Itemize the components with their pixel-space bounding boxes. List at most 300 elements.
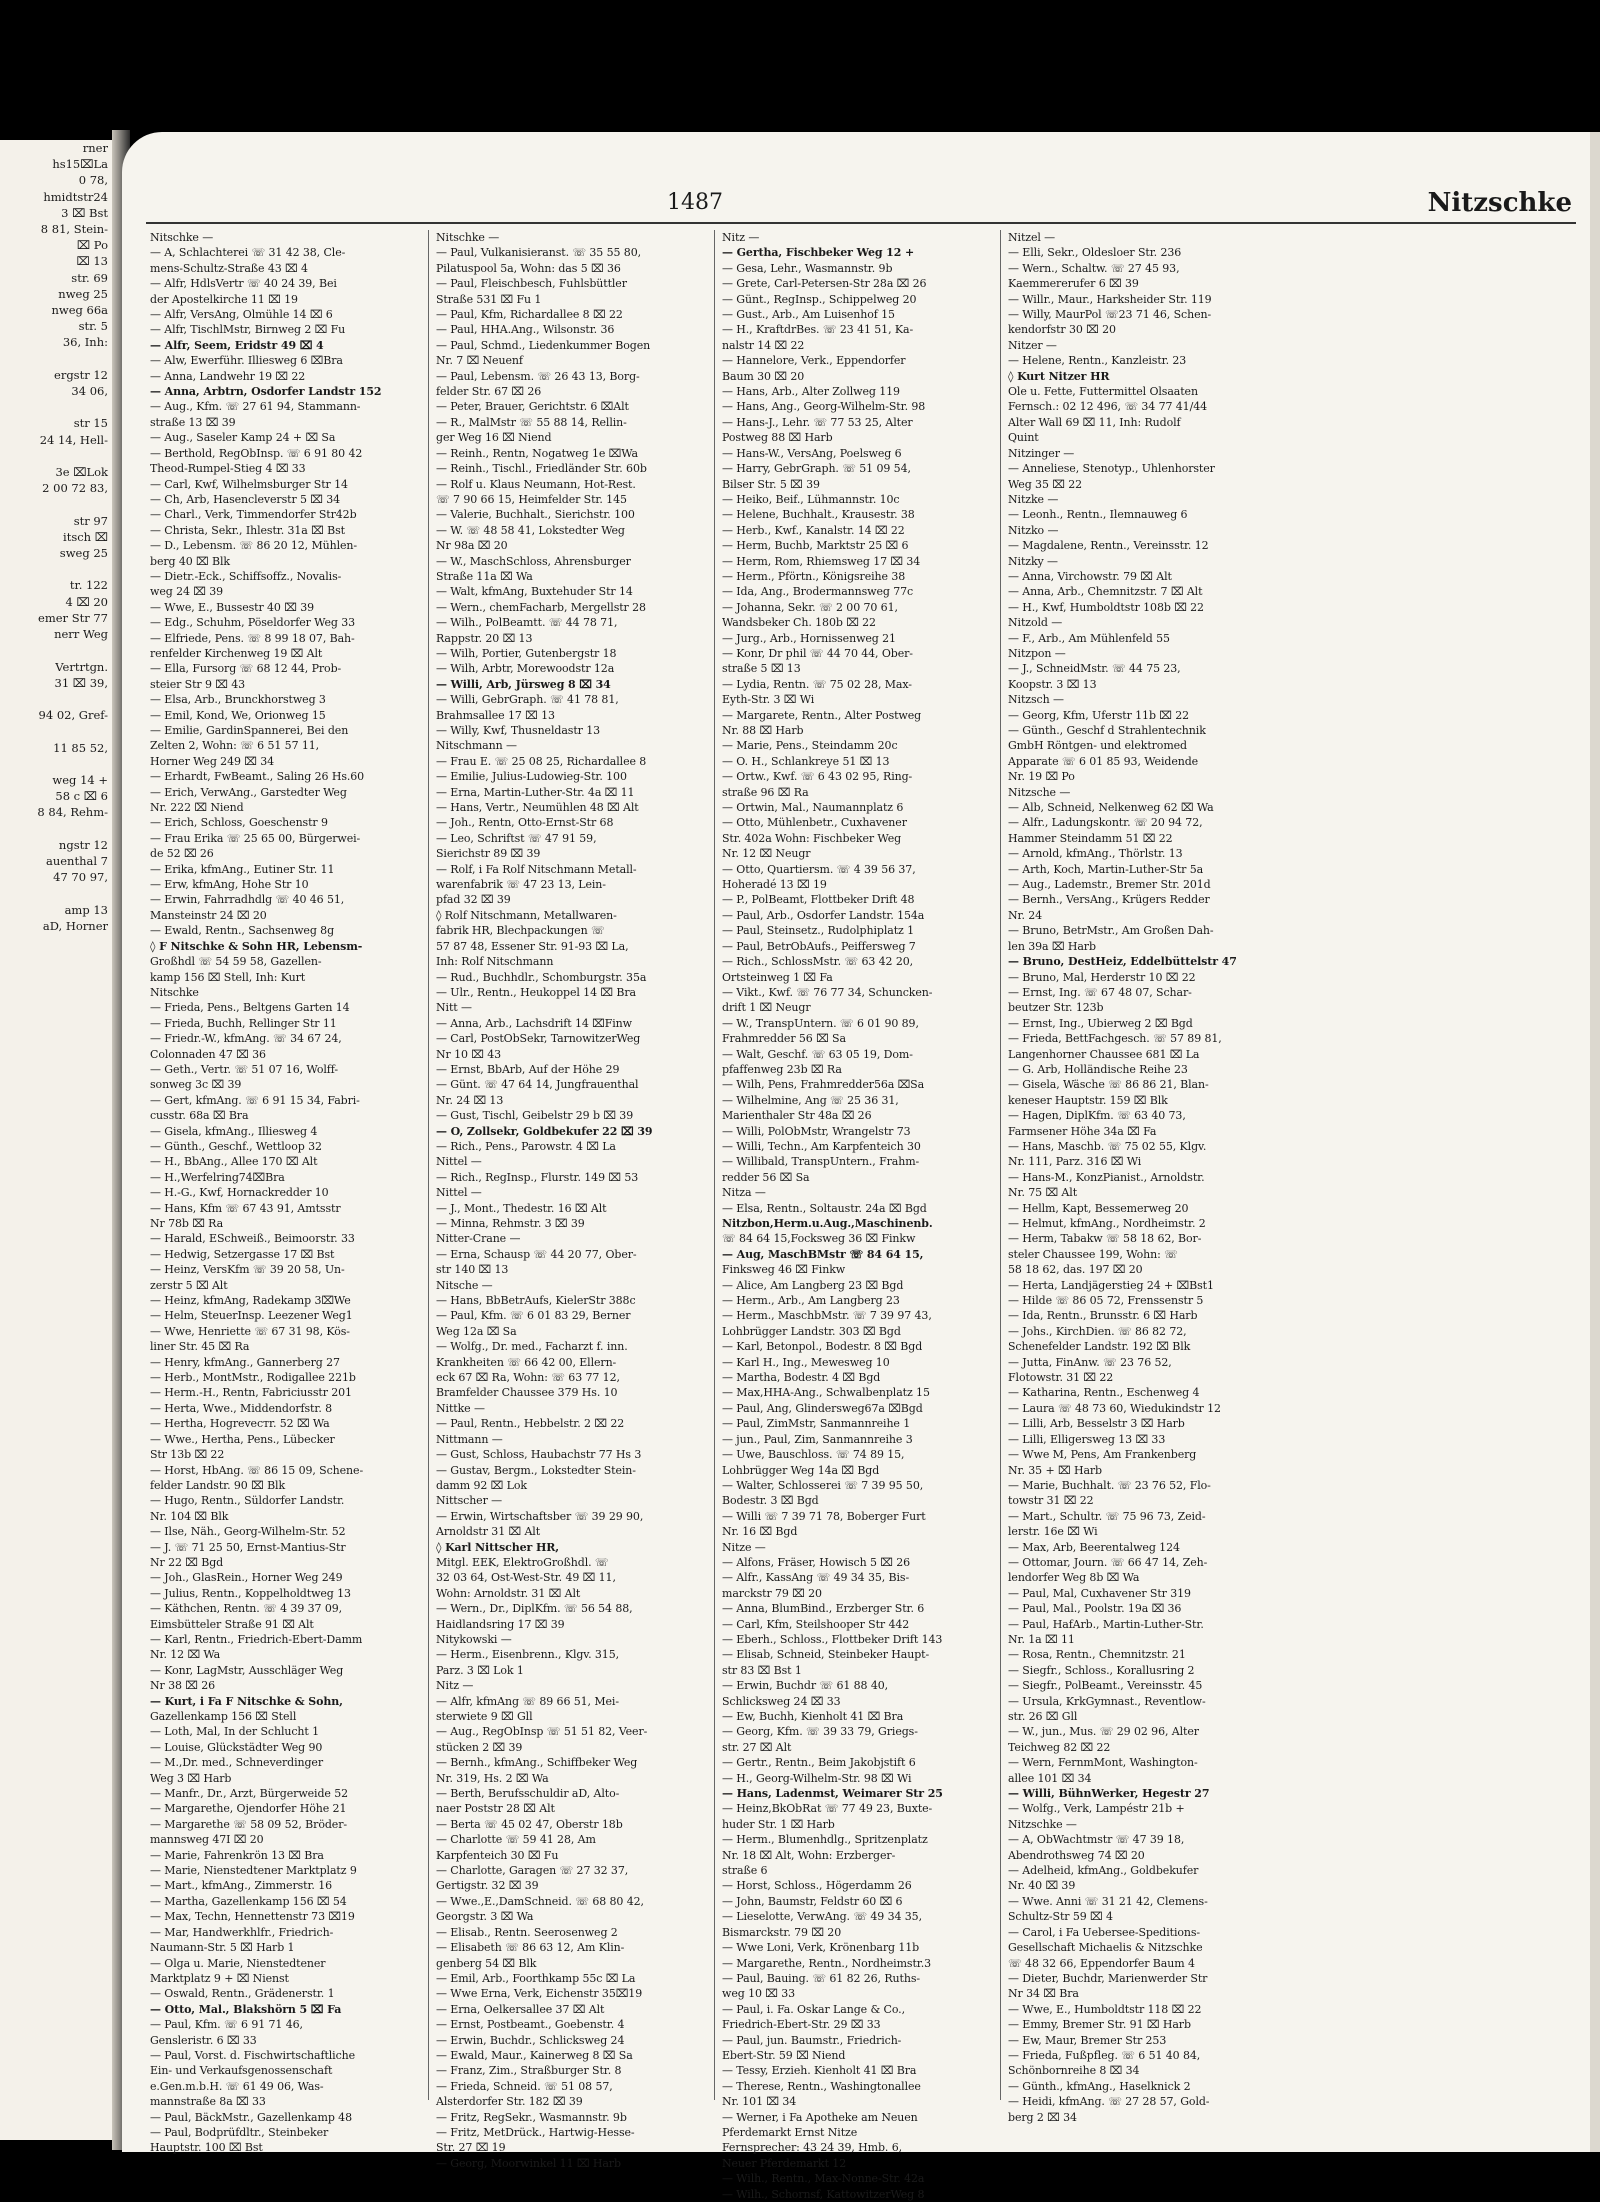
left-page-text (0, 448, 112, 464)
directory-entry-line: — Hans, Arb., Alter Zollweg 119 (722, 385, 900, 399)
directory-entry-line: Nitzbon,Herm.u.Aug.,Maschinenb. (722, 1217, 933, 1230)
directory-entry-line: Nr. 319, Hs. 2 ⌧ Wa (436, 1771, 549, 1785)
directory-entry-line: — Willy, Kwf, Thusneldastr 13 (436, 724, 600, 737)
directory-entry-line: Gazellenkamp 156 ⌧ Stell (150, 1710, 297, 1723)
directory-entry-line: — Ortw., Kwf. ☏ 6 43 02 95, Ring- (722, 770, 913, 784)
directory-entry-line: — Werner, i Fa Apotheke am Neuen (722, 2110, 918, 2124)
directory-entry-line: — Erna, Martin-Luther-Str. 4a ⌧ 11 (436, 785, 635, 799)
directory-entry-line: felder Str. 67 ⌧ 26 (436, 385, 542, 399)
directory-entry-line: Georgstr. 3 ⌧ Wa (436, 1910, 534, 1924)
directory-entry-line: Nr. 222 ⌧ Niend (150, 801, 244, 815)
directory-entry-line: — Martha, Gazellenkamp 156 ⌧ 54 (150, 1894, 347, 1908)
directory-entry-line: — Günth., Geschf d Strahlentechnik (1008, 724, 1206, 737)
directory-entry-line: — Adelheid, kfmAng., Goldbekufer (1008, 1864, 1199, 1878)
directory-entry-line: — Georg, Kfm. ☏ 39 33 79, Griegs- (722, 1725, 918, 1739)
directory-entry-line: — Wilh, Portier, Gutenbergstr 18 (436, 646, 617, 660)
left-page-text: 31 ⌧ 39, (54, 675, 108, 690)
directory-entry-line: — Johs., KirchDien. ☏ 86 82 72, (1008, 1324, 1187, 1338)
directory-entry-line: — Paul, Kfm. ☏ 6 01 83 29, Berner (436, 1309, 631, 1323)
directory-entry-line: Großhdl ☏ 54 59 58, Gazellen- (150, 955, 322, 969)
left-page-text: 0 78, (78, 173, 108, 188)
directory-entry-line: Lohbrügger Weg 14a ⌧ Bgd (722, 1463, 880, 1477)
directory-entry-line: — Marie, Nienstedtener Marktplatz 9 (150, 1864, 357, 1878)
directory-entry-line: — Emmy, Bremer Str. 91 ⌧ Harb (1008, 2018, 1191, 2032)
directory-entry-line: — Willy, MaurPol ☏23 71 46, Schen- (1008, 308, 1212, 322)
directory-entry-line: — Margarethe, Rentn., Nordheimstr.3 (722, 1956, 932, 1970)
directory-entry-line: Nitzke — (1008, 492, 1059, 506)
directory-entry-line: Nitzer — (1008, 338, 1057, 352)
directory-entry-line: — Paul, Bodprüfdltr., Steinbeker (150, 2125, 329, 2139)
directory-entry-line: Alter Wall 69 ⌧ 11, Inh: Rudolf (1008, 415, 1181, 429)
directory-entry-line: — Erwin, Buchdr., Schlicksweg 24 (436, 2033, 625, 2047)
directory-entry-line: — Grete, Carl-Petersen-Str 28a ⌧ 26 (722, 277, 927, 291)
directory-entry-line: — Oswald, Rentn., Grädenerstr. 1 (150, 1987, 335, 2001)
directory-entry-line: — Gesa, Lehr., Wasmannstr. 9b (722, 261, 893, 275)
left-page-text: 34 06, (71, 384, 108, 399)
directory-entry-line: — Elli, Sekr., Oldesloer Str. 236 (1008, 246, 1182, 260)
directory-entry-line: kamp 156 ⌧ Stell, Inh: Kurt (150, 970, 306, 984)
left-page-text: weg 14 + (52, 772, 108, 787)
directory-entry-line: — Charlotte, Garagen ☏ 27 32 37, (436, 1864, 629, 1878)
directory-entry-line: Nr. 35 + ⌧ Harb (1008, 1463, 1102, 1477)
directory-entry-line: — Hans, Ladenmst, Weimarer Str 25 (722, 1787, 943, 1801)
directory-entry-line: Nr 98a ⌧ 20 (436, 539, 508, 553)
directory-entry-line: — Gust, Schloss, Haubachstr 77 Hs 3 (436, 1448, 642, 1462)
directory-entry-line: — Paul, Schmd., Liedenkummer Bogen (436, 338, 651, 352)
directory-entry-line: Kaemmererufer 6 ⌧ 39 (1008, 277, 1139, 291)
directory-column-1 (148, 230, 424, 2155)
directory-entry-line: — Emilie, Julius-Ludowieg-Str. 100 (436, 770, 627, 784)
directory-entry-line: — Wwe, E., Humboldtstr 118 ⌧ 22 (1008, 2002, 1202, 2016)
directory-entry-line: — Heinz, VersKfm ☏ 39 20 58, Un- (150, 1263, 345, 1277)
directory-entry-line: — Emilie, GardinSpannerei, Bei den (150, 724, 349, 737)
directory-entry-line: — Günth., kfmAng., Haselknick 2 (1008, 2079, 1191, 2093)
directory-entry-line: — Henry, kfmAng., Gannerberg 27 (150, 1355, 340, 1369)
directory-entry-line: — Emil, Kond, We, Orionweg 15 (150, 708, 326, 722)
left-page-text: nerr Weg (54, 627, 108, 642)
directory-entry-line: — Anna, Arb., Lachsdrift 14 ⌧Finw (436, 1016, 632, 1030)
directory-entry-line: Arnoldstr 31 ⌧ Alt (436, 1525, 541, 1539)
directory-entry-line: Nr. 104 ⌧ Blk (150, 1509, 229, 1523)
directory-entry-line: — Frieda, Fußpfleg. ☏ 6 51 40 84, (1008, 2048, 1201, 2062)
directory-entry-line: Apparate ☏ 6 01 85 93, Weidende (1008, 754, 1199, 768)
left-page-text (0, 885, 112, 901)
directory-entry-line: — Carl, Kfm, Steilshooper Str 442 (722, 1617, 910, 1631)
directory-entry-line: — Gust., Arb., Am Luisenhof 15 (722, 308, 895, 322)
directory-entry-line: Neuer Pferdemarkt 12 (722, 2156, 847, 2170)
directory-entry-line: — Harald, ESchweiß., Beimoorstr. 33 (150, 1232, 355, 1246)
directory-entry-line: — Karl, Betonpol., Bodestr. 8 ⌧ Bgd (722, 1340, 923, 1354)
directory-entry-line: — Willi, PolObMstr, Wrangelstr 73 (722, 1124, 911, 1138)
directory-entry-line: Haidlandsring 17 ⌧ 39 (436, 1617, 565, 1631)
directory-entry-line: Nr. 12 ⌧ Neugr (722, 847, 811, 861)
left-page-text: 36, Inh: (62, 335, 108, 350)
left-page-text: ergstr 12 (54, 367, 108, 382)
directory-entry-line: — Wilh, Pens, Frahmredder56a ⌧Sa (722, 1078, 925, 1092)
directory-entry-line: — Hans, Kfm ☏ 67 43 91, Amtsstr (150, 1201, 341, 1215)
directory-entry-line: Pilatuspool 5a, Wohn: das 5 ⌧ 36 (436, 261, 621, 275)
directory-entry-line: — Elisab, Schneid, Steinbeker Haupt- (722, 1648, 930, 1662)
directory-entry-line: — Erika, kfmAng., Eutiner Str. 11 (150, 862, 335, 876)
directory-entry-line: — Wilh., PolBeamtt. ☏ 44 78 71, (436, 616, 618, 630)
directory-entry-line: — Wwe., Hertha, Pens., Lübecker (150, 1432, 335, 1446)
directory-entry-line: — Johanna, Sekr. ☏ 2 00 70 61, (722, 600, 898, 614)
directory-entry-line: sterwiete 9 ⌧ Gll (436, 1710, 533, 1723)
directory-entry-line: — Aug., Saseler Kamp 24 + ⌧ Sa (150, 431, 336, 445)
directory-entry-line: — Valerie, Buchhalt., Sierichstr. 100 (436, 508, 635, 522)
directory-entry-line: — Ernst, Postbeamt., Goebenstr. 4 (436, 2018, 625, 2032)
directory-entry-line: Schenefelder Landstr. 192 ⌧ Blk (1008, 1340, 1191, 1354)
directory-entry-line: — Karl, Rentn., Friedrich-Ebert-Damm (150, 1632, 363, 1646)
directory-entry-line: Nr 22 ⌧ Bgd (150, 1555, 224, 1569)
directory-entry-line: — Ilse, Näh., Georg-Wilhelm-Str. 52 (150, 1525, 346, 1539)
left-page-text: 24 14, Hell- (39, 432, 108, 447)
directory-entry-line: Nitzinger — (1008, 446, 1075, 460)
directory-entry-line: mens-Schultz-Straße 43 ⌧ 4 (150, 261, 308, 275)
directory-entry-line: — Anneliese, Stenotyp., Uhlenhorster (1008, 462, 1215, 476)
directory-entry-line: ◊ Kurt Nitzer HR (1008, 369, 1110, 383)
directory-entry-line: — Wern., Dr., DiplKfm. ☏ 56 54 88, (436, 1602, 633, 1616)
directory-entry-line: — J., SchneidMstr. ☏ 44 75 23, (1008, 662, 1181, 676)
directory-entry-line: — Walt, Geschf. ☏ 63 05 19, Dom- (722, 1047, 913, 1061)
directory-entry-line: — John, Baumstr, Feldstr 60 ⌧ 6 (722, 1894, 903, 1908)
directory-entry-line: mannsweg 47I ⌧ 20 (150, 1833, 264, 1847)
left-page-text (0, 399, 112, 415)
directory-entry-line: — Wwe M, Pens, Am Frankenberg (1008, 1448, 1197, 1462)
directory-entry-line: — Carol, i Fa Uebersee-Speditions- (1008, 1925, 1201, 1939)
directory-entry-line: — Harry, GebrGraph. ☏ 51 09 54, (722, 462, 911, 476)
directory-entry-line: — Gust, Tischl, Geibelstr 29 b ⌧ 39 (436, 1109, 634, 1123)
directory-column-3 (720, 230, 996, 2201)
directory-entry-line: — Julius, Rentn., Koppelholdtweg 13 (150, 1586, 351, 1600)
directory-entry-line: Nitykowski — (436, 1632, 512, 1646)
directory-entry-line: — jun., Paul, Zim, Sanmannreihe 3 (722, 1432, 913, 1446)
directory-entry-line: Eimsbütteler Straße 91 ⌧ Alt (150, 1617, 314, 1631)
directory-entry-line: weg 10 ⌧ 33 (722, 1987, 796, 2001)
directory-entry-line: — Wilh, Arbtr, Morewoodstr 12a (436, 662, 615, 676)
left-page-text: str. 5 (78, 319, 108, 334)
directory-entry-line: Str. 402a Wohn: Fischbeker Weg (722, 831, 902, 845)
directory-entry-line: — Wern., Schaltw. ☏ 27 45 93, (1008, 261, 1180, 275)
directory-entry-line: — Alfr, TischlMstr, Birnweg 2 ⌧ Fu (150, 323, 346, 337)
directory-entry-line: Nr. 1a ⌧ 11 (1008, 1632, 1075, 1646)
directory-entry-line: — Herm., Pförtn., Königsreihe 38 (722, 569, 906, 583)
directory-entry-line: — Otto, Mühlenbetr., Cuxhavener (722, 816, 907, 830)
directory-entry-line: Nittel — (436, 1186, 482, 1200)
directory-entry-line: Rappstr. 20 ⌧ 13 (436, 631, 533, 645)
directory-entry-line: — Max, Techn, Hennettenstr 73 ⌧19 (150, 1910, 355, 1924)
directory-entry-line: — Paul, Arb., Osdorfer Landstr. 154a (722, 908, 925, 922)
directory-entry-line: cusstr. 68a ⌧ Bra (150, 1109, 249, 1123)
directory-entry-line: — Wolfg., Dr. med., Facharzt f. inn. (436, 1340, 628, 1354)
directory-entry-line: Nitzpon — (1008, 646, 1066, 660)
directory-entry-line: — Willi, BühnWerker, Hegestr 27 (1008, 1787, 1210, 1801)
directory-entry-line: — Erna, Oelkersallee 37 ⌧ Alt (436, 2002, 605, 2016)
directory-entry-line: Nitzschke — (1008, 1817, 1077, 1831)
directory-entry-line: Horner Weg 249 ⌧ 34 (150, 754, 275, 768)
directory-entry-line: Karpfenteich 30 ⌧ Fu (436, 1848, 559, 1862)
directory-entry-line: ◊ F Nitschke & Sohn HR, Lebensm- (150, 939, 363, 953)
directory-entry-line: — H., BbAng., Allee 170 ⌧ Alt (150, 1155, 318, 1169)
directory-entry-line: straße 96 ⌧ Ra (722, 785, 809, 799)
directory-entry-line: Lohbrügger Landstr. 303 ⌧ Bgd (722, 1324, 901, 1338)
directory-entry-line: Mansteinstr 24 ⌧ 20 (150, 908, 267, 922)
directory-entry-line: e.Gen.m.b.H. ☏ 61 49 06, Was- (150, 2079, 324, 2093)
directory-entry-line: — Alfr., Ladungskontr. ☏ 20 94 72, (1008, 816, 1203, 830)
directory-entry-line: — Paul, ZimMstr, Sanmannreihe 1 (722, 1417, 911, 1431)
directory-entry-line: Nr. 40 ⌧ 39 (1008, 1879, 1076, 1893)
directory-entry-line: 32 03 64, Ost-West-Str. 49 ⌧ 11, (436, 1571, 616, 1585)
directory-entry-line: Nitschke — (436, 231, 500, 244)
directory-entry-line: — Otto, Quartiersm. ☏ 4 39 56 37, (722, 862, 916, 876)
directory-entry-line: — Herb., Kwf., Kanalstr. 14 ⌧ 22 (722, 523, 905, 537)
directory-entry-line: — Hilde ☏ 86 05 72, Frenssenstr 5 (1008, 1294, 1204, 1308)
left-page-text (0, 821, 112, 837)
directory-entry-line: — Anna, Arbtrn, Osdorfer Landstr 152 (150, 385, 382, 399)
directory-entry-line: — Rich., RegInsp., Flurstr. 149 ⌧ 53 (436, 1170, 639, 1184)
directory-entry-line: Ole u. Fette, Futtermittel Olsaaten (1008, 385, 1198, 399)
left-page-text (0, 691, 112, 707)
directory-entry-line: — Willi, GebrGraph. ☏ 41 78 81, (436, 693, 619, 707)
directory-entry-line: — Paul, Rentn., Hebbelstr. 2 ⌧ 22 (436, 1417, 625, 1431)
directory-entry-line: — Bruno, Mal, Herderstr 10 ⌧ 22 (1008, 970, 1196, 984)
directory-entry-line: — O, Zollsekr, Goldbekufer 22 ⌧ 39 (436, 1124, 653, 1138)
directory-entry-line: — Alfr, VersAng, Olmühle 14 ⌧ 6 (150, 308, 333, 322)
directory-entry-line: — Wwe, E., Bussestr 40 ⌧ 39 (150, 600, 314, 614)
directory-entry-line: Wohn: Arnoldstr. 31 ⌧ Alt (436, 1586, 581, 1600)
directory-entry-line: — R., MalMstr ☏ 55 88 14, Rellin- (436, 415, 627, 429)
directory-entry-line: Nr. 101 ⌧ 34 (722, 2095, 797, 2109)
left-page-text (0, 756, 112, 772)
directory-entry-line: GmbH Röntgen- und elektromed (1008, 739, 1188, 753)
directory-entry-line: — Gisela, Wäsche ☏ 86 86 21, Blan- (1008, 1078, 1209, 1092)
directory-entry-line: — Heiko, Beif., Lühmannstr. 10c (722, 492, 900, 506)
directory-entry-line: — Arnold, kfmAng., Thörlstr. 13 (1008, 847, 1183, 861)
left-page-text: auenthal 7 (45, 853, 108, 868)
directory-entry-line: — Otto, Mal., Blakshörn 5 ⌧ Fa (150, 2002, 342, 2016)
directory-entry-line: — Aug., Lademstr., Bremer Str. 201d (1008, 878, 1211, 892)
directory-entry-line: — Hans, Ang., Georg-Wilhelm-Str. 98 (722, 400, 926, 414)
directory-entry-line: — H.,Werfelring74⌧Bra (150, 1170, 285, 1184)
directory-entry-line: Abendrothsweg 74 ⌧ 20 (1008, 1848, 1145, 1862)
directory-entry-line: Schönbornreihe 8 ⌧ 34 (1008, 2064, 1140, 2078)
directory-entry-line: — Marie, Pens., Steindamm 20c (722, 739, 898, 753)
directory-entry-line: — W., jun., Mus. ☏ 29 02 96, Alter (1008, 1725, 1199, 1739)
directory-entry-line: — Herta, Wwe., Middendorfstr. 8 (150, 1401, 333, 1415)
directory-entry-line: Nr. 88 ⌧ Harb (722, 724, 804, 737)
directory-entry-line: — Herb., MontMstr., Rodigallee 221b (150, 1371, 356, 1385)
directory-entry-line: Ein- und Verkaufsgenossenschaft (150, 2064, 333, 2078)
directory-entry-line: — W., MaschSchloss, Ahrensburger (436, 554, 631, 568)
directory-entry-line: — Emil, Arb., Foorthkamp 55c ⌧ La (436, 1971, 636, 1985)
directory-entry-line: — Frieda, Schneid. ☏ 51 08 57, (436, 2079, 613, 2093)
directory-entry-line: — O. H., Schlankreye 51 ⌧ 13 (722, 754, 890, 768)
directory-entry-line: — Elisab., Rentn. Seerosenweg 2 (436, 1925, 618, 1939)
directory-entry-line: — Mart., Schultr. ☏ 75 96 73, Zeid- (1008, 1509, 1206, 1523)
directory-entry-line: — Gertr., Rentn., Beim Jakobjstift 6 (722, 1756, 916, 1770)
left-page-text: tr. 122 (69, 578, 108, 593)
directory-entry-line: — Bernh., kfmAng., Schiffbeker Weg (436, 1756, 638, 1770)
directory-entry-line: Fernsprecher: 43 24 39, Hmb. 6, (722, 2141, 902, 2155)
directory-entry-line: — Hans, Vertr., Neumühlen 48 ⌧ Alt (436, 801, 639, 815)
directory-entry-line: Str. 27 ⌧ 19 (436, 2141, 506, 2155)
directory-entry-line: Nitzsche — (1008, 785, 1071, 799)
directory-entry-line: — Charlotte ☏ 59 41 28, Am (436, 1833, 596, 1847)
directory-entry-line: — Paul, Vulkanisieranst. ☏ 35 55 80, (436, 246, 641, 260)
directory-entry-line: — Rolf u. Klaus Neumann, Hot-Rest. (436, 477, 636, 491)
directory-entry-line: — Mar, Handwerkhlfr., Friedrich- (150, 1925, 334, 1939)
directory-entry-line: Baum 30 ⌧ 20 (722, 369, 805, 383)
directory-entry-line: mannstraße 8a ⌧ 33 (150, 2095, 266, 2109)
left-page-text: 3e ⌧Lok (55, 465, 108, 480)
directory-entry-line: — Berthold, RegObInsp. ☏ 6 91 80 42 (150, 446, 363, 460)
directory-entry-line: — Ernst, BbArb, Auf der Höhe 29 (436, 1062, 620, 1076)
left-page-text: aD, Horner (42, 918, 108, 933)
directory-entry-line: — Bruno, BetrMstr., Am Großen Dah- (1008, 924, 1214, 938)
directory-entry-line: — Elisabeth ☏ 86 63 12, Am Klin- (436, 1941, 625, 1955)
directory-entry-line: — Erwin, Wirtschaftsber ☏ 39 29 90, (436, 1509, 644, 1523)
directory-entry-line: — Frau E. ☏ 25 08 25, Richardallee 8 (436, 754, 647, 768)
directory-entry-line: — H., Kwf, Humboldtstr 108b ⌧ 22 (1008, 600, 1204, 614)
directory-column-2 (434, 230, 710, 2170)
directory-entry-line: naer Poststr 28 ⌧ Alt (436, 1802, 555, 1816)
directory-entry-line: — Helmut, kfmAng., Nordheimstr. 2 (1008, 1217, 1206, 1230)
directory-entry-line: — Leo, Schriftst ☏ 47 91 59, (436, 831, 597, 845)
directory-entry-line: — Alb, Schneid, Nelkenweg 62 ⌧ Wa (1008, 801, 1214, 815)
directory-entry-line: Pferdemarkt Ernst Nitze (722, 2125, 858, 2139)
directory-entry-line: — Ernst, Ing. ☏ 67 48 07, Schar- (1008, 985, 1192, 999)
directory-entry-line: — Berta ☏ 45 02 47, Oberstr 18b (436, 1817, 623, 1831)
directory-entry-line: — A, Schlachterei ☏ 31 42 38, Cle- (150, 246, 346, 260)
directory-entry-line: Bodestr. 3 ⌧ Bgd (722, 1494, 819, 1508)
directory-entry-line: — Frieda, Buchh, Rellinger Str 11 (150, 1016, 337, 1030)
directory-entry-line: Nr. 111, Parz. 316 ⌧ Wi (1008, 1155, 1142, 1169)
left-page-text: Vertrtgn. (55, 659, 108, 674)
directory-entry-line: Nitschmann — (436, 739, 517, 753)
directory-entry-line: Nr 10 ⌧ 43 (436, 1047, 502, 1061)
directory-entry-line: warenfabrik ☏ 47 23 13, Lein- (436, 878, 606, 892)
directory-entry-line: ☏ 48 32 66, Eppendorfer Baum 4 (1008, 1956, 1195, 1970)
directory-entry-line: — Heidi, kfmAng. ☏ 27 28 57, Gold- (1008, 2095, 1210, 2109)
directory-entry-line: — Walt, kfmAng, Buxtehuder Str 14 (436, 585, 633, 599)
directory-entry-line: de 52 ⌧ 26 (150, 847, 214, 861)
directory-entry-line: — Aug, MaschBMstr ☏ 84 64 15, (722, 1247, 924, 1261)
directory-entry-line: — H., Georg-Wilhelm-Str. 98 ⌧ Wi (722, 1771, 912, 1785)
directory-entry-line: — Lydia, Rentn. ☏ 75 02 28, Max- (722, 677, 912, 691)
directory-entry-line: Nittke — (436, 1401, 485, 1415)
left-page-text (0, 642, 112, 658)
directory-entry-line: damm 92 ⌧ Lok (436, 1478, 527, 1492)
directory-entry-line: drift 1 ⌧ Neugr (722, 1001, 811, 1015)
directory-entry-line: — Siegfr., Schloss., Korallusring 2 (1008, 1663, 1195, 1677)
directory-entry-line: — Alfr, HdlsVertr ☏ 40 24 39, Bei (150, 277, 337, 291)
directory-entry-line: — Carl, PostObSekr, TarnowitzerWeg (436, 1032, 641, 1046)
directory-entry-line: — Herm, Buchb, Marktstr 25 ⌧ 6 (722, 539, 909, 553)
directory-entry-line: — Gustav, Bergm., Lokstedter Stein- (436, 1463, 636, 1477)
directory-entry-line: — Alice, Am Langberg 23 ⌧ Bgd (722, 1278, 904, 1292)
directory-entry-line: Nittel — (436, 1155, 482, 1169)
left-page-text (0, 723, 112, 739)
directory-entry-line: ◊ Rolf Nitschmann, Metallwaren- (436, 908, 617, 922)
left-page-text: amp 13 (64, 902, 108, 917)
directory-entry-line: Schlicksweg 24 ⌧ 33 (722, 1694, 841, 1708)
left-page-fragment (0, 140, 112, 2140)
directory-entry-line: — Bruno, DestHeiz, Eddelbüttelstr 47 (1008, 955, 1237, 969)
left-page-text: emer Str 77 (38, 610, 108, 625)
directory-entry-line: — Frieda, Pens., Beltgens Garten 14 (150, 1001, 350, 1015)
directory-entry-line: Nittscher — (436, 1494, 503, 1508)
directory-entry-line: — Jutta, FinAnw. ☏ 23 76 52, (1008, 1355, 1172, 1369)
directory-entry-line: — Olga u. Marie, Nienstedtener (150, 1956, 326, 1970)
directory-entry-line: keneser Hauptstr. 159 ⌧ Blk (1008, 1093, 1168, 1107)
directory-entry-line: — Margarete, Rentn., Alter Postweg (722, 708, 922, 722)
left-page-text: 58 c ⌧ 6 (55, 789, 108, 804)
directory-entry-line: — Ida, Ang., Brodermannsweg 77c (722, 585, 914, 599)
directory-entry-line: — Paul, i. Fa. Oskar Lange & Co., (722, 2002, 905, 2016)
directory-entry-line: — Walter, Schlosserei ☏ 7 39 95 50, (722, 1478, 924, 1492)
directory-entry-line: — Peter, Brauer, Gerichtstr. 6 ⌧Alt (436, 400, 629, 414)
directory-entry-line: Krankheiten ☏ 66 42 00, Ellern- (436, 1355, 617, 1369)
directory-entry-line: — Dieter, Buchdr, Marienwerder Str (1008, 1971, 1208, 1985)
left-page-text: 11 85 52, (53, 740, 108, 755)
directory-entry-line: ◊ Karl Nittscher HR, (436, 1540, 560, 1554)
directory-entry-line: Quint (1008, 431, 1039, 445)
directory-entry-line: — Magdalene, Rentn., Vereinsstr. 12 (1008, 539, 1209, 553)
directory-entry-line: — Ursula, KrkGymnast., Reventlow- (1008, 1694, 1206, 1708)
directory-entry-line: huder Str. 1 ⌧ Harb (722, 1817, 835, 1831)
directory-entry-line: — Elsa, Arb., Brunckhorstweg 3 (150, 693, 326, 707)
directory-entry-line: — Friedr.-W., kfmAng. ☏ 34 67 24, (150, 1032, 342, 1046)
directory-entry-line: ☏ 7 90 66 15, Heimfelder Str. 145 (436, 492, 627, 506)
directory-entry-line: — Paul, Kfm, Richardallee 8 ⌧ 22 (436, 308, 623, 322)
directory-entry-line: Nitzold — (1008, 616, 1063, 630)
directory-entry-line: — Christa, Sekr., Ihlestr. 31a ⌧ Bst (150, 523, 345, 537)
directory-entry-line: Nitter-Crane — (436, 1232, 521, 1246)
left-page-text: itsch ⌧ (63, 529, 108, 544)
directory-entry-line: berg 40 ⌧ Blk (150, 554, 230, 568)
directory-entry-line: — Herm, Rom, Rhiemsweg 17 ⌧ 34 (722, 554, 921, 568)
directory-entry-line: Hoheradé 13 ⌧ 19 (722, 878, 827, 892)
directory-entry-line: — Hans, BbBetrAufs, KielerStr 388c (436, 1294, 636, 1308)
left-page-text (0, 561, 112, 577)
directory-entry-line: — Anna, Virchowstr. 79 ⌧ Alt (1008, 569, 1172, 583)
directory-entry-line: — Heinz,BkObRat ☏ 77 49 23, Buxte- (722, 1802, 933, 1816)
directory-entry-line: — Siegfr., PolBeamt., Vereinsstr. 45 (1008, 1679, 1203, 1693)
directory-entry-line: — Aug., RegObInsp ☏ 51 51 82, Veer- (436, 1725, 648, 1739)
directory-entry-line: Nitz — (436, 1679, 474, 1693)
directory-entry-line: — Paul, Bauing. ☏ 61 82 26, Ruths- (722, 1971, 920, 1985)
directory-entry-line: Nitz — (722, 231, 760, 244)
directory-entry-line: Finksweg 46 ⌧ Finkw (722, 1263, 846, 1277)
directory-entry-line: Mitgl. EEK, ElektroGroßhdl. ☏ (436, 1555, 609, 1569)
directory-entry-line: Nittmann — (436, 1432, 503, 1446)
directory-entry-line: der Apostelkirche 11 ⌧ 19 (150, 292, 298, 306)
directory-entry-line: — Wwe. Anni ☏ 31 21 42, Clemens- (1008, 1894, 1208, 1908)
directory-entry-line: lerstr. 16e ⌧ Wi (1008, 1525, 1098, 1539)
directory-entry-line: str. 27 ⌧ Alt (722, 1740, 792, 1754)
directory-entry-line: Flotowstr. 31 ⌧ 22 (1008, 1371, 1114, 1385)
directory-entry-line: Nitschke — (150, 231, 214, 244)
directory-entry-line: — Mart., kfmAng., Zimmerstr. 16 (150, 1879, 333, 1893)
directory-entry-line: Ortsteinweg 1 ⌧ Fa (722, 970, 833, 984)
directory-entry-line: Parz. 3 ⌧ Lok 1 (436, 1663, 524, 1677)
directory-entry-line: — Lilli, Arb, Besselstr 3 ⌧ Harb (1008, 1417, 1185, 1431)
directory-entry-line: — Paul, Mal, Cuxhavener Str 319 (1008, 1586, 1191, 1600)
directory-entry-line: Weg 12a ⌧ Sa (436, 1324, 517, 1338)
directory-entry-line: Nr. 12 ⌧ Wa (150, 1648, 221, 1662)
directory-entry-line: — Erich, Schloss, Goeschenstr 9 (150, 816, 328, 830)
directory-entry-line: Schultz-Str 59 ⌧ 4 (1008, 1910, 1113, 1924)
